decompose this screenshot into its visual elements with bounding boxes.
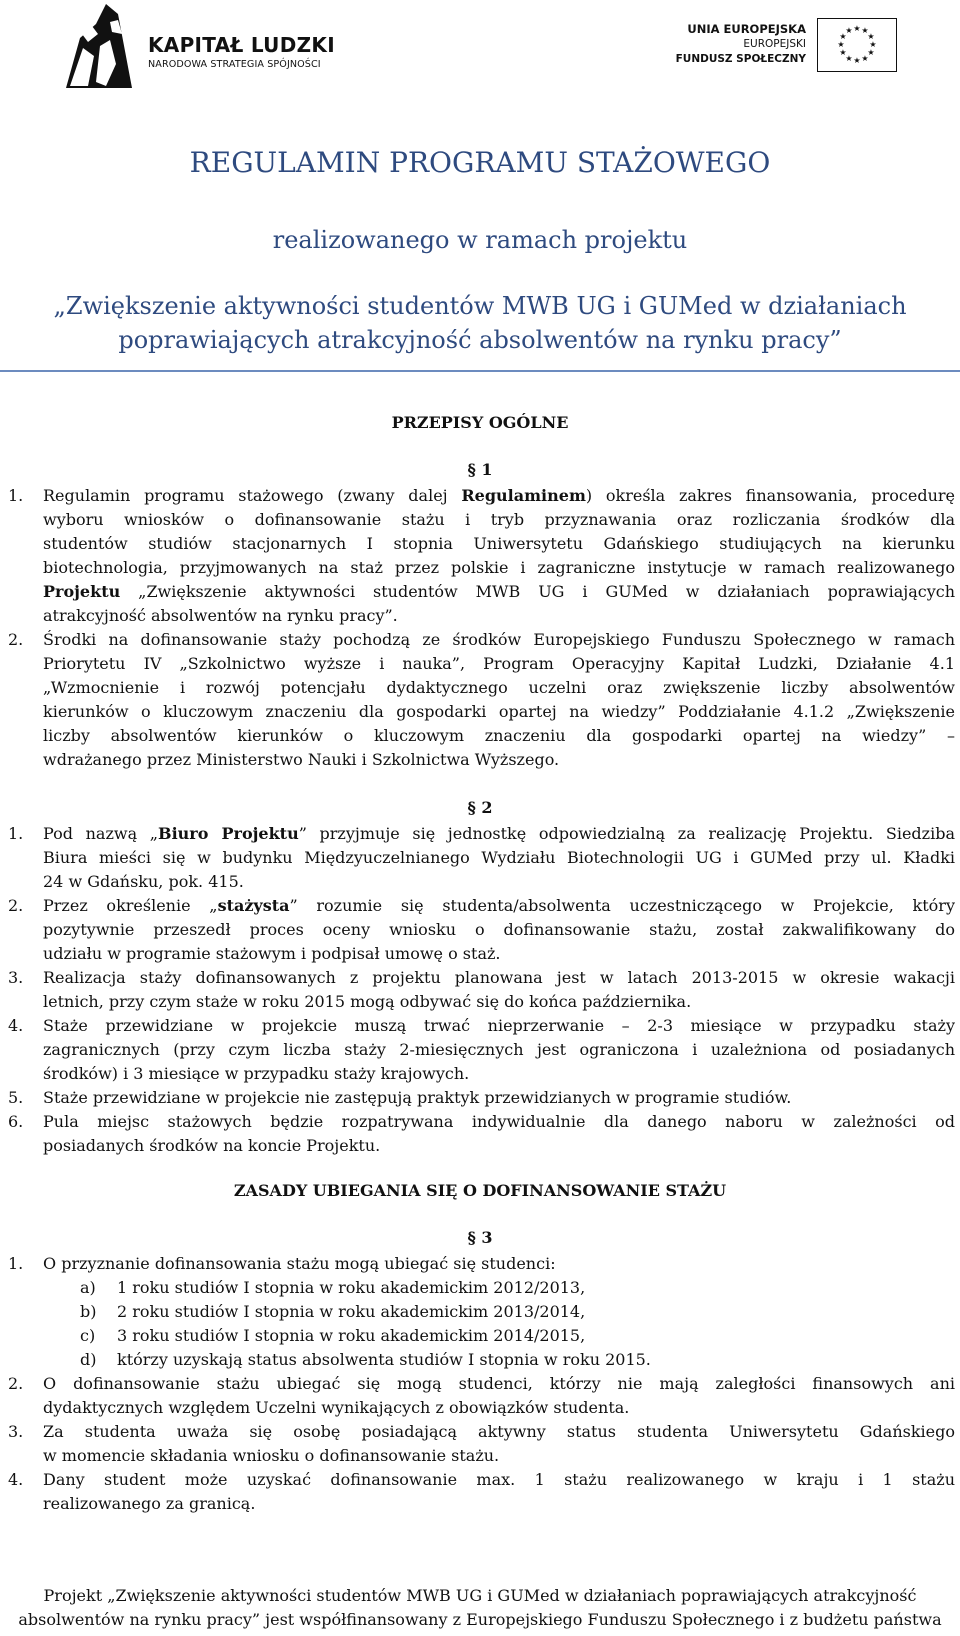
text-line: dydaktycznych względem Uczelni wynikających z obowiązków studenta. xyxy=(43,1398,630,1417)
eu-line-2: EUROPEJSKI xyxy=(743,38,806,50)
text-line: Dany student może uzyskać dofinansowanie max. 1 stażu realizowanego w kraju i 1 stażu xyxy=(43,1470,955,1489)
svg-text:★: ★ xyxy=(845,26,853,35)
text-line: Staże przewidziane w projekcie nie zastępują praktyk przewidzianych w programie studiów. xyxy=(43,1088,792,1107)
list-number: 1. xyxy=(8,1254,24,1273)
svg-text:★: ★ xyxy=(869,40,877,49)
sublist-text: 2 roku studiów I stopnia w roku akademickim 2013/2014, xyxy=(117,1302,586,1321)
text-line: pozytywnie przeszedł proces oceny wniosku o dofinansowanie stażu, został zakwalifikowany do xyxy=(43,920,955,939)
text-line: udziału w programie stażowym i podpisał umowę o staż. xyxy=(43,944,501,963)
text-line: kierunków o kluczowym znaczeniu dla gospodarki opartej na wiedzy” Poddziałanie 4.1.2 „Zwiększenie xyxy=(43,702,955,721)
list-number: 6. xyxy=(8,1112,24,1131)
svg-text:★: ★ xyxy=(861,54,869,63)
sublist-letter: c) xyxy=(80,1326,96,1345)
sublist-letter: d) xyxy=(80,1350,97,1369)
kapital-ludzki-emblem-icon xyxy=(66,4,132,88)
text-line: „Wzmocnienie i rozwój potencjału dydaktycznego uczelni oraz zwiększenie liczby absolwentów xyxy=(43,678,955,697)
text-line: w momencie składania wniosku o dofinansowanie stażu. xyxy=(43,1446,500,1465)
text-line: wyboru wniosków o dofinansowanie stażu i tryb przyznawania oraz rozliczania środków dla xyxy=(43,510,955,529)
svg-text:★: ★ xyxy=(853,56,861,65)
logo-title: KAPITAŁ LUDZKI xyxy=(148,33,335,57)
list-number: 1. xyxy=(8,486,24,505)
text-line: Pula miejsc stażowych będzie rozpatrywana indywidualnie dla danego naboru w zależności od xyxy=(43,1112,955,1131)
text-line: posiadanych środków na koncie Projektu. xyxy=(43,1136,381,1155)
text-line: Realizacja staży dofinansowanych z projektu planowana jest w latach 2013-2015 w okresie wakacji xyxy=(43,968,955,987)
text-line: atrakcyjność absolwentów na rynku pracy”. xyxy=(43,606,398,625)
paragraph-symbol-3: § 3 xyxy=(467,1228,493,1247)
list-number: 2. xyxy=(8,896,24,915)
list-number: 3. xyxy=(8,968,24,987)
text-line: Projektu „Zwiększenie aktywności studentów MWB UG i GUMed w działaniach poprawiających xyxy=(43,582,955,601)
text-line: 24 w Gdańsku, pok. 415. xyxy=(43,872,244,891)
list-number: 2. xyxy=(8,1374,24,1393)
text-line: Przez określenie „stażysta” rozumie się studenta/absolwenta uczestniczącego w Projekcie, który xyxy=(43,896,955,915)
list-number: 2. xyxy=(8,630,24,649)
svg-text:★: ★ xyxy=(867,48,875,57)
text-line: Pod nazwą „Biuro Projektu” przyjmuje się jednostkę odpowiedzialną za realizację Projektu. Siedziba xyxy=(43,824,956,843)
eu-line-1: UNIA EUROPEJSKA xyxy=(687,22,806,36)
text-line: letnich, przy czym staże w roku 2015 mogą odbywać się do końca października. xyxy=(43,992,692,1011)
text-line: środków) i 3 miesiące w przypadku staży krajowych. xyxy=(43,1064,470,1083)
project-name-line-1: „Zwiększenie aktywności studentów MWB UG i GUMed w działaniach xyxy=(53,292,907,320)
eu-logo xyxy=(660,14,900,74)
list-number: 1. xyxy=(8,824,24,843)
eu-line-3: FUNDUSZ SPOŁECZNY xyxy=(675,53,806,65)
list-number: 5. xyxy=(8,1088,24,1107)
text-line: O przyznanie dofinansowania stażu mogą ubiegać się studenci: xyxy=(43,1254,556,1273)
footer-line-2: absolwentów na rynku pracy” jest współfinansowany z Europejskiego Funduszu Społecznego i z budżetu państwa xyxy=(18,1610,942,1629)
svg-text:★: ★ xyxy=(867,32,875,41)
document-title: REGULAMIN PROGRAMU STAŻOWEGO xyxy=(189,146,771,179)
text-line: biotechnologia, przyjmowanych na staż przez polskie i zagraniczne instytucje w ramach realizowanego xyxy=(43,558,955,577)
sublist-text: 1 roku studiów I stopnia w roku akademickim 2012/2013, xyxy=(117,1278,586,1297)
sublist-letter: a) xyxy=(80,1278,96,1297)
text-line: Za studenta uważa się osobę posiadającą aktywny status studenta Uniwersytetu Gdańskiego xyxy=(43,1422,955,1441)
svg-text:★: ★ xyxy=(837,40,845,49)
svg-text:★: ★ xyxy=(839,48,847,57)
project-name-line-2: poprawiających atrakcyjność absolwentów na rynku pracy” xyxy=(118,326,842,354)
section-heading-general: PRZEPISY OGÓLNE xyxy=(391,413,569,432)
svg-text:★: ★ xyxy=(839,32,847,41)
text-line: Regulamin programu stażowego (zwany dalej Regulaminem) określa zakres finansowania, procedurę xyxy=(43,486,956,505)
eu-logo-text xyxy=(660,22,806,67)
paragraph-symbol-1: § 1 xyxy=(467,460,493,479)
list-number: 4. xyxy=(8,1470,24,1489)
title-divider xyxy=(0,370,960,372)
text-line: zagranicznych (przy czym liczba staży 2-miesięcznych jest ograniczona i uzależniona od posiadanych xyxy=(43,1040,955,1059)
text-line: realizowanego za granicą. xyxy=(43,1494,256,1513)
text-line: Środki na dofinansowanie staży pochodzą ze środków Europejskiego Funduszu Społecznego w ramach xyxy=(43,630,955,649)
text-line: O dofinansowanie stażu ubiegać się mogą studenci, którzy nie mają zaległości finansowych ani xyxy=(43,1374,955,1393)
footer-line-1: Projekt „Zwiększenie aktywności studentów MWB UG i GUMed w działaniach poprawiających atrakcyjność xyxy=(43,1586,917,1605)
text-line: Biura mieści się w budynku Międzyuczelnianego Wydziału Biotechnologii UG i GUMed przy ul. Kładki xyxy=(43,848,955,867)
text-line: liczby absolwentów kierunków o kluczowym znaczeniu dla gospodarki opartej na wiedzy” – xyxy=(43,726,955,745)
text-line: studentów studiów stacjonarnych I stopnia Uniwersytetu Gdańskiego studiujących na kierunku xyxy=(43,534,955,553)
text-line: wdrażanego przez Ministerstwo Nauki i Szkolnictwa Wyższego. xyxy=(43,750,560,769)
document-subtitle: realizowanego w ramach projektu xyxy=(272,226,688,254)
svg-text:★: ★ xyxy=(861,26,869,35)
logo-subtitle: NARODOWA STRATEGIA SPÓJNOŚCI xyxy=(148,59,321,70)
text-line: Staże przewidziane w projekcie muszą trwać nieprzerwanie – 2-3 miesiące w przypadku staży xyxy=(43,1016,955,1035)
text-line: Priorytetu IV „Szkolnictwo wyższe i nauka”, Program Operacyjny Kapitał Ludzki, Działanie 4.1 xyxy=(43,654,955,673)
list-number: 3. xyxy=(8,1422,24,1441)
sublist-text: 3 roku studiów I stopnia w roku akademickim 2014/2015, xyxy=(117,1326,586,1345)
list-number: 4. xyxy=(8,1016,24,1035)
paragraph-symbol-2: § 2 xyxy=(467,798,493,817)
sublist-letter: b) xyxy=(80,1302,97,1321)
svg-text:★: ★ xyxy=(853,24,861,33)
eu-flag-icon xyxy=(817,18,897,72)
sublist-text: którzy uzyskają status absolwenta studiów I stopnia w roku 2015. xyxy=(117,1350,651,1369)
svg-text:★: ★ xyxy=(845,54,853,63)
section-heading-rules: ZASADY UBIEGANIA SIĘ O DOFINANSOWANIE STAŻU xyxy=(233,1181,727,1200)
kapital-ludzki-logo xyxy=(66,4,356,88)
